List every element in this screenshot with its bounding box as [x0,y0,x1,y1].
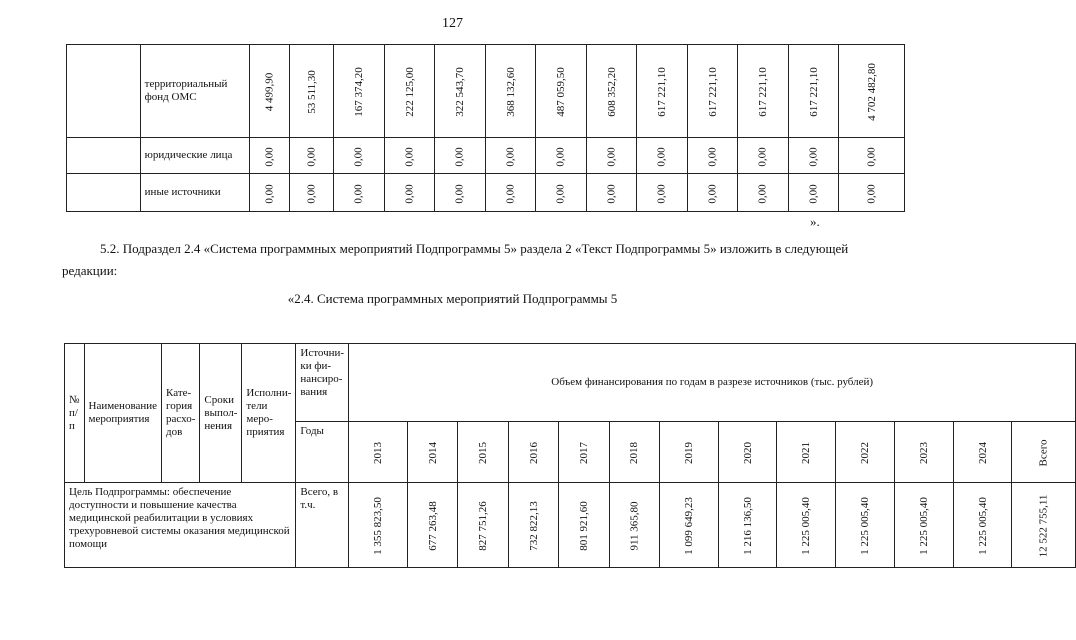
goal-value-text: 12 522 755,11 [1037,494,1050,558]
total-cell [839,138,905,174]
goal-value-text: 1 225 005,40 [976,497,989,555]
year-header [718,422,777,483]
header-funding: Объем финансирования по годам в разрезе источников (тыс. рублей) [349,344,1076,422]
value-cell [250,174,290,212]
total-text: 0,00 [865,183,878,204]
goal-value-text: 1 225 005,40 [800,497,813,555]
value-text: 0,00 [756,183,769,204]
value-cell [384,45,435,138]
value-text: 0,00 [756,146,769,167]
empty-cell [67,45,141,138]
page-number: 127 [442,16,463,31]
goal-value-text: 732 822,13 [527,501,540,551]
header-executors: Исполни-тели меро-приятия [242,344,296,483]
year-header [1012,422,1076,483]
value-text: 0,00 [403,146,416,167]
goal-value-cell [836,483,895,568]
amendment-paragraph: 5.2. Подраздел 2.4 «Система программных мероприятий Подпрограммы 5» раздела 2 «Текст Подпрограммы 5» изложить в следующей редакции: [62,241,849,278]
year-text: 2022 [859,442,872,464]
value-cell [738,138,789,174]
value-text: 167 374,20 [352,67,365,117]
empty-cell [67,138,141,174]
value-text: 617 221,10 [807,67,820,117]
year-text: 2018 [628,442,641,464]
year-text: 2023 [917,442,930,464]
year-header [458,422,509,483]
year-header [894,422,953,483]
value-text: 0,00 [453,146,466,167]
value-text: 0,00 [807,183,820,204]
goal-value-cell [659,483,718,568]
value-cell [788,174,839,212]
program-measures-table [64,343,1076,568]
value-text: 0,00 [706,146,719,167]
goal-value-cell [894,483,953,568]
value-cell [637,45,688,138]
value-cell [586,174,637,212]
goal-value-cell [349,483,408,568]
year-header [349,422,408,483]
year-text: 2021 [800,442,813,464]
value-text: 617 221,10 [756,67,769,117]
year-header [777,422,836,483]
value-cell [334,138,385,174]
value-cell [687,138,738,174]
value-text: 0,00 [305,146,318,167]
value-text: 368 132,60 [504,67,517,117]
value-cell [485,174,536,212]
value-text: 0,00 [655,146,668,167]
value-cell [334,174,385,212]
value-text: 0,00 [554,183,567,204]
value-text: 4 499,90 [263,72,276,112]
value-cell [586,138,637,174]
year-header [609,422,659,483]
value-cell [687,45,738,138]
value-cell [738,174,789,212]
year-header [508,422,559,483]
year-text: 2016 [527,442,540,464]
goal-value-cell [458,483,509,568]
value-text: 608 352,20 [605,67,618,117]
value-text: 0,00 [352,183,365,204]
goal-value-cell [777,483,836,568]
empty-cell [67,174,141,212]
value-text: 0,00 [605,146,618,167]
year-header [836,422,895,483]
header-name: Наименование мероприятия [84,344,162,483]
header-terms: Сроки выпол-нения [200,344,242,483]
value-cell [536,45,587,138]
year-text: 2015 [477,442,490,464]
goal-value-text: 1 355 823,50 [371,497,384,555]
row-other-sources [67,174,905,212]
year-text: 2013 [371,442,384,464]
closing-quote: ». [810,214,820,229]
row-territorial-fund [67,45,905,138]
total-text: 0,00 [865,146,878,167]
value-text: 0,00 [605,183,618,204]
goal-value-cell [718,483,777,568]
year-header [407,422,458,483]
value-cell [384,138,435,174]
value-text: 0,00 [263,183,276,204]
value-text: 0,00 [504,183,517,204]
value-cell [485,45,536,138]
goal-value-cell [609,483,659,568]
value-cell [384,174,435,212]
value-text: 0,00 [807,146,820,167]
value-text: 0,00 [403,183,416,204]
goal-value-text: 1 099 649,23 [682,497,695,555]
value-text: 0,00 [453,183,466,204]
year-text: 2020 [741,442,754,464]
value-cell [435,138,486,174]
value-text: 222 125,00 [403,67,416,117]
year-text: 2017 [578,442,591,464]
value-cell [788,45,839,138]
row-legal-entities [67,138,905,174]
value-cell [536,138,587,174]
goal-value-text: 1 225 005,40 [917,497,930,555]
goal-value-text: 827 751,26 [477,501,490,551]
header-sources: Источни-ки фи-нансиро-вания [296,344,349,422]
value-cell [435,174,486,212]
value-text: 0,00 [655,183,668,204]
value-cell [738,45,789,138]
year-header [559,422,610,483]
total-text: 4 702 482,80 [865,63,878,121]
value-text: 0,00 [554,146,567,167]
goal-value-cell [953,483,1012,568]
value-cell [485,138,536,174]
goal-value-text: 677 263,48 [426,501,439,551]
goal-value-cell [508,483,559,568]
value-text: 53 511,30 [305,70,318,114]
year-header [659,422,718,483]
goal-value-text: 1 216 136,50 [741,497,754,555]
header-category: Кате-гория расхо-дов [162,344,200,483]
goal-value-text: 801 921,60 [578,501,591,551]
top-funding-table [66,44,905,212]
value-cell [250,45,290,138]
value-text: 617 221,10 [655,67,668,117]
year-header [953,422,1012,483]
total-cell [839,174,905,212]
value-text: 0,00 [504,146,517,167]
source-label: иные источники [140,174,249,212]
header-number: № п/п [65,344,85,483]
source-label: территориальный фонд ОМС [140,45,249,138]
value-cell [289,45,334,138]
year-text: 2014 [426,442,439,464]
value-text: 617 221,10 [706,67,719,117]
value-cell [687,174,738,212]
value-cell [334,45,385,138]
value-cell [435,45,486,138]
value-text: 487 059,50 [554,67,567,117]
total-cell [839,45,905,138]
value-cell [637,138,688,174]
year-text: 2024 [976,442,989,464]
year-text: Всего [1037,439,1050,467]
value-cell [586,45,637,138]
goal-value-cell [559,483,610,568]
source-label: юридические лица [140,138,249,174]
goal-source: Всего, в т.ч. [296,483,349,568]
value-text: 0,00 [263,146,276,167]
year-text: 2019 [682,442,695,464]
goal-value-cell [1012,483,1076,568]
value-text: 0,00 [706,183,719,204]
value-cell [788,138,839,174]
value-cell [289,138,334,174]
value-cell [289,174,334,212]
goal-value-text: 911 365,80 [628,501,641,551]
value-text: 0,00 [352,146,365,167]
goal-text: Цель Подпрограммы: обеспечение доступности и повышение качества медицинской реабилитации в условиях трехуровневой системы оказания медицинской помощи [65,483,296,568]
header-years-label: Годы [296,422,349,483]
section-subheading: «2.4. Система программных мероприятий Подпрограммы 5 [287,291,618,306]
value-text: 322 543,70 [453,67,466,117]
value-cell [536,174,587,212]
value-cell [637,174,688,212]
value-cell [250,138,290,174]
goal-value-cell [407,483,458,568]
value-text: 0,00 [305,183,318,204]
goal-value-text: 1 225 005,40 [859,497,872,555]
